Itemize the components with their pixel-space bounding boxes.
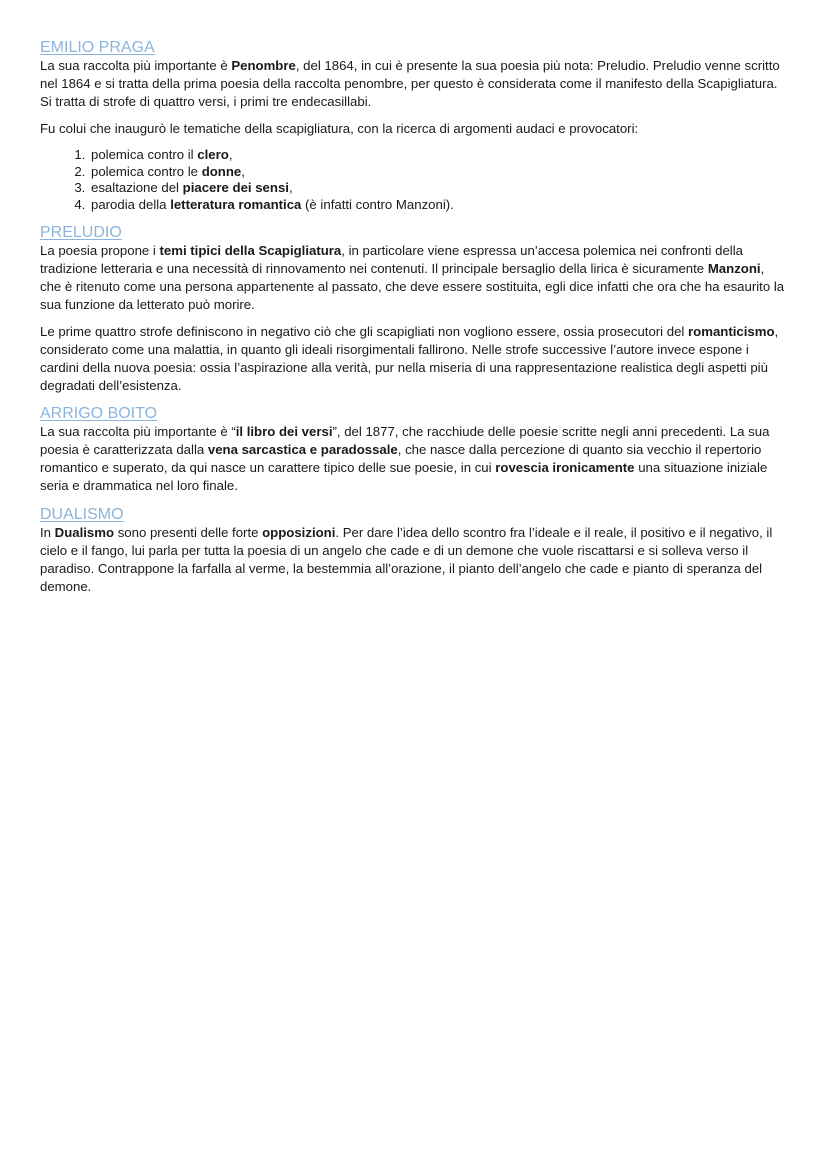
bold-text: opposizioni	[262, 525, 336, 540]
section-dualismo	[40, 505, 788, 596]
list-item: 3. esaltazione del piacere dei sensi,	[89, 180, 788, 197]
bold-text: il libro dei versi	[235, 424, 333, 439]
paragraph: Le prime quattro strofe definiscono in negativo ciò che gli scapigliati non vogliono essere, ossia prosecutori del romanticismo, considerato come una malattia, in quanto gli ideali risorgimentali fallirono. Nelle strofe successive l’autore invece espone i cardini della nuova poesia: ossia l’aspirazione alla verità, pur nella miseria di una rappresentazione realistica degli aspetti più degradati dell’esistenza.	[40, 324, 779, 393]
bold-text: clero	[197, 147, 229, 162]
bold-text: rovescia ironicamente	[495, 460, 635, 475]
heading-arrigo-boito: ARRIGO BOITO	[40, 405, 158, 422]
section-arrigo-boito	[40, 404, 788, 495]
heading-preludio: PRELUDIO	[40, 224, 122, 241]
section-preludio	[40, 223, 788, 395]
paragraph: La sua raccolta più importante è Penombre, del 1864, in cui è presente la sua poesia più nota: Preludio. Preludio venne scritto nel 1864 e si tratta della prima poesia della raccolta penombre, per questo è considerata come il manifesto della Scapigliatura. Si tratta di strofe di quattro versi, i primi tre endecasillabi.	[40, 58, 780, 109]
list-item: 4. parodia della letteratura romantica (è infatti contro Manzoni).	[89, 197, 788, 214]
paragraph: Fu colui che inaugurò le tematiche della scapigliatura, con la ricerca di argomenti audaci e provocatori:	[40, 121, 639, 136]
list-item: 2. polemica contro le donne,	[89, 164, 788, 181]
bold-text: piacere dei sensi	[182, 180, 289, 195]
list-item: 1. polemica contro il clero,	[89, 147, 788, 164]
bold-text: temi tipici della Scapigliatura	[159, 243, 342, 258]
section-emilio-praga	[40, 38, 788, 213]
themes-list	[40, 147, 788, 213]
heading-emilio-praga: EMILIO PRAGA	[40, 39, 155, 56]
bold-text: Dualismo	[54, 525, 115, 540]
bold-text: vena sarcastica e paradossale	[207, 442, 398, 457]
heading-dualismo: DUALISMO	[40, 506, 124, 523]
bold-text: donne	[201, 163, 242, 179]
bold-text: letteratura romantica	[170, 196, 302, 212]
paragraph: In Dualismo sono presenti delle forte opposizioni. Per dare l’idea dello scontro fra l’ideale e il reale, il positivo e il negativo, il cielo e il fango, lui parla per tutta la poesia di un angelo che cade e di un demone che vuole riscattarsi e si solleva verso il paradiso. Contrappone la farfalla al verme, la bestemmia all’orazione, il pianto dell’angelo che cade e pianto di speranza del demone.	[40, 525, 773, 594]
paragraph: La sua raccolta più importante è “il libro dei versi”, del 1877, che racchiude delle poesie scritte negli anni precedenti. La sua poesia è caratterizzata dalla vena sarcastica e paradossale, che nasce dalla percezione di quanto sia vecchio il repertorio romantico e superato, da qui nasce un carattere tipico delle sue poesie, in cui rovescia ironicamente una situazione iniziale seria e drammatica nel loro finale.	[40, 424, 770, 493]
bold-text: Penombre	[231, 58, 296, 73]
paragraph: La poesia propone i temi tipici della Scapigliatura, in particolare viene espressa un’accesa polemica nei confronti della tradizione letteraria e una necessità di rinnovamento nei contenuti. Il principale bersaglio della lirica è sicuramente Manzoni, che è ritenuto come una persona appartenente al passato, che deve essere sostituita, egli dice infatti che ora che ha esaurito la sua funzione da letterato può morire.	[40, 243, 785, 312]
bold-text: romanticismo	[688, 324, 775, 339]
bold-text: Manzoni	[707, 261, 761, 276]
